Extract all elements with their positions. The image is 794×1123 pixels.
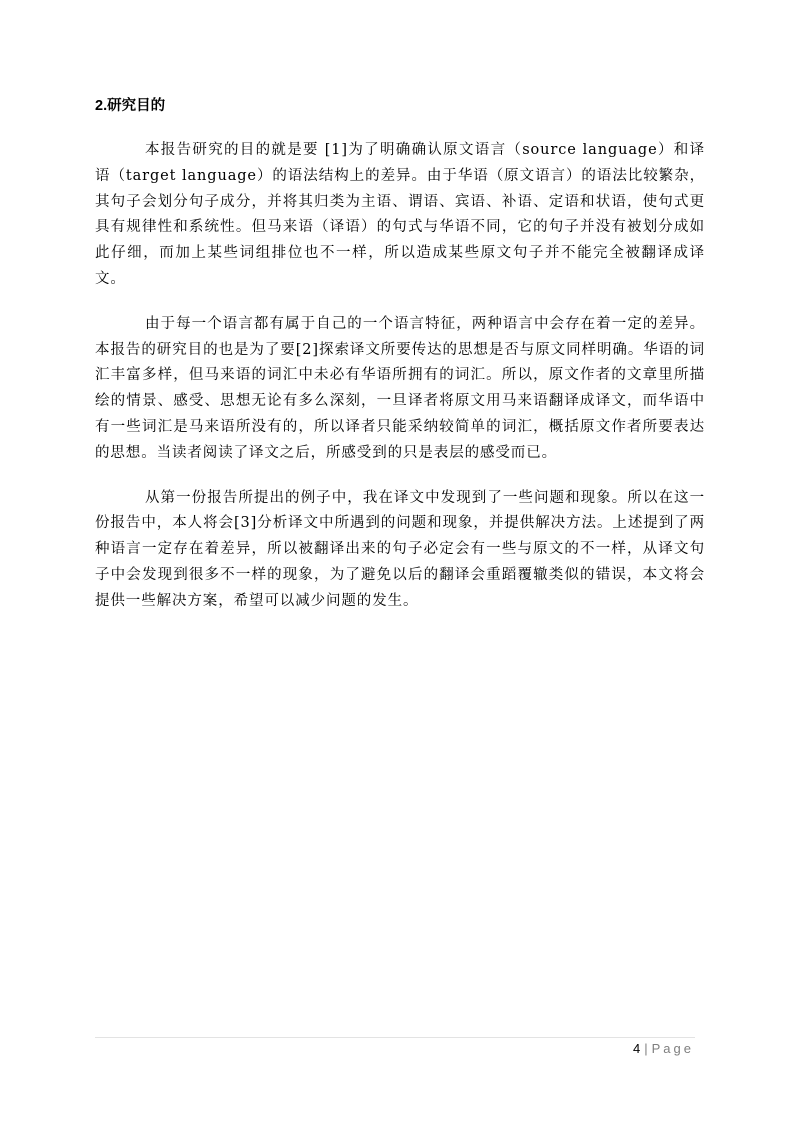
footer-separator: | (644, 1041, 648, 1056)
page-label: Page (651, 1041, 694, 1056)
paragraph-2: 由于每一个语言都有属于自己的一个语言特征，两种语言中会存在着一定的差异。本报告的研究目的也是为了要[2]探索译文所要传达的思想是否与原文同样明确。华语的词汇丰富多样，但马来语的词汇中未必有华语所拥有的词汇。所以，原文作者的文章里所描绘的情景、感受、思想无论有多么深刻，一旦译者将原文用马来语翻译成译文，而华语中有一些词汇是马来语所没有的，所以译者只能采纳较简单的词汇，概括原文作者所要表达的思想。当读者阅读了译文之后，所感受到的只是表层的感受而已。 (95, 315, 705, 461)
paragraph-1: 本报告研究的目的就是要 [1]为了明确确认原文语言（source language）和译语（target language）的语法结构上的差异。由于华语（原文语言）的语法比较繁杂，其句子会划分句子成分，并将其归类为主语、谓语、宾语、补语、定语和状语，使句式更具有规律性和系统性。但马来语（译语）的句式与华语不同，它的句子并没有被划分成如此仔细，而加上某些词组排位也不一样，所以造成某些原文句子并不能完全被翻译成译文。 (95, 142, 705, 287)
footer-divider (95, 1037, 695, 1038)
page-number: 4 (633, 1041, 641, 1056)
section-heading: 2.研究目的 (95, 98, 166, 114)
paragraph-3: 从第一份报告所提出的例子中，我在译文中发现到了一些问题和现象。所以在这一份报告中，本人将会[3]分析译文中所遇到的问题和现象，并提供解决方法。上述提到了两种语言一定存在着差异，所以被翻译出来的句子必定会有一些与原文的不一样，从译文句子中会发现到很多不一样的现象，为了避免以后的翻译会重蹈覆辙类似的错误，本文将会提供一些解决方案，希望可以减少问题的发生。 (95, 489, 705, 609)
page-footer (633, 1041, 694, 1057)
document-body (95, 94, 705, 634)
